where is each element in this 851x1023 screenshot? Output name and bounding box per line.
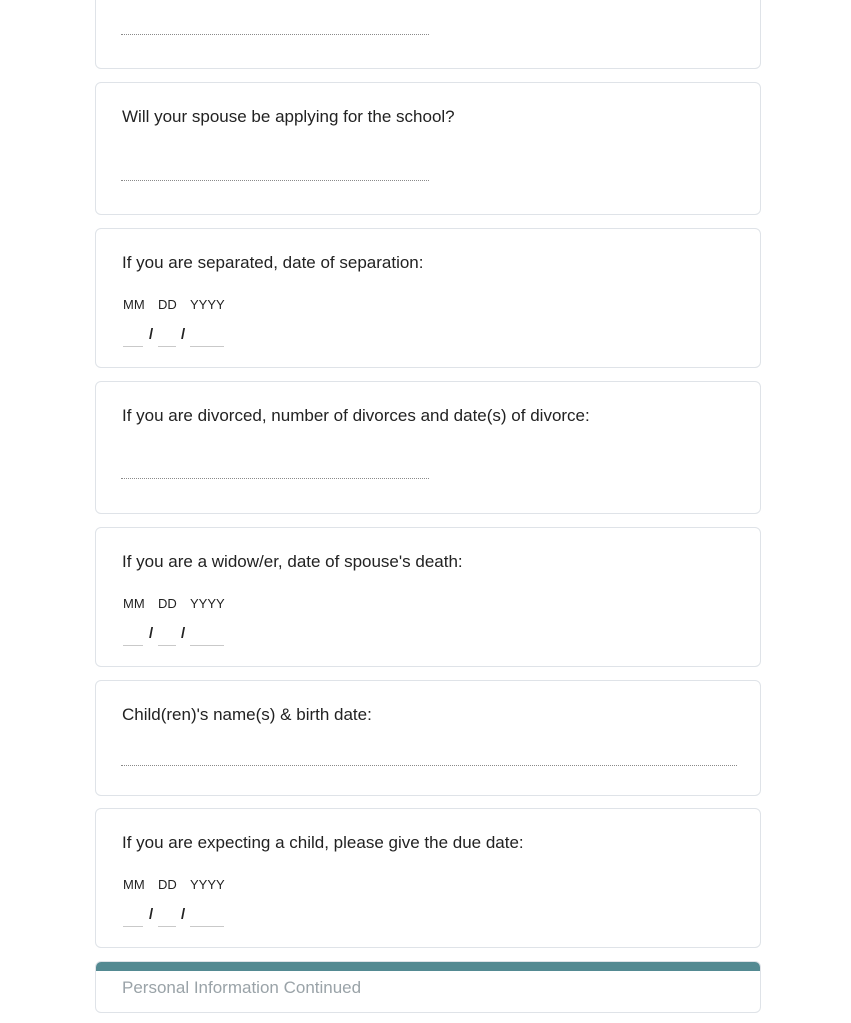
date-input-group: [123, 326, 233, 347]
question-card-separation-date: [95, 228, 761, 368]
question-card-previous: [95, 0, 761, 69]
question-card-due-date: [95, 808, 761, 948]
section-header: [95, 961, 761, 1013]
date-separator: /: [181, 326, 186, 343]
date-separator: /: [149, 625, 154, 642]
day-label: DD: [158, 596, 177, 611]
day-label: DD: [158, 877, 177, 892]
year-label: YYYY: [190, 297, 225, 312]
day-input[interactable]: [158, 909, 176, 927]
text-answer-field[interactable]: [121, 478, 429, 479]
month-label: MM: [123, 596, 145, 611]
question-label: If you are a widow/er, date of spouse's death:: [122, 552, 463, 571]
question-label: If you are separated, date of separation:: [122, 253, 424, 272]
section-accent-bar: [96, 962, 760, 971]
section-title: Personal Information Continued: [122, 978, 362, 997]
question-label: If you are expecting a child, please give the due date:: [122, 833, 524, 852]
date-separator: /: [149, 906, 154, 923]
date-input-group: [123, 625, 233, 646]
date-separator: /: [149, 326, 154, 343]
year-input[interactable]: [190, 909, 224, 927]
text-answer-field[interactable]: [121, 765, 737, 766]
year-label: YYYY: [190, 877, 225, 892]
question-card-spouse-death-date: [95, 527, 761, 667]
year-label: YYYY: [190, 596, 225, 611]
question-card-children: [95, 680, 761, 796]
question-label: If you are divorced, number of divorces and date(s) of divorce:: [122, 406, 590, 425]
month-input[interactable]: [123, 628, 143, 646]
date-separator: /: [181, 625, 186, 642]
month-label: MM: [123, 297, 145, 312]
text-answer-field[interactable]: [121, 34, 429, 35]
question-label: Will your spouse be applying for the school?: [122, 107, 455, 126]
year-input[interactable]: [190, 329, 224, 347]
question-card-spouse-applying: [95, 82, 761, 215]
month-label: MM: [123, 877, 145, 892]
date-separator: /: [181, 906, 186, 923]
day-label: DD: [158, 297, 177, 312]
month-input[interactable]: [123, 329, 143, 347]
text-answer-field[interactable]: [121, 180, 429, 181]
day-input[interactable]: [158, 329, 176, 347]
day-input[interactable]: [158, 628, 176, 646]
month-input[interactable]: [123, 909, 143, 927]
question-card-divorces: [95, 381, 761, 514]
question-label: Child(ren)'s name(s) & birth date:: [122, 705, 372, 724]
date-input-group: [123, 906, 233, 927]
year-input[interactable]: [190, 628, 224, 646]
